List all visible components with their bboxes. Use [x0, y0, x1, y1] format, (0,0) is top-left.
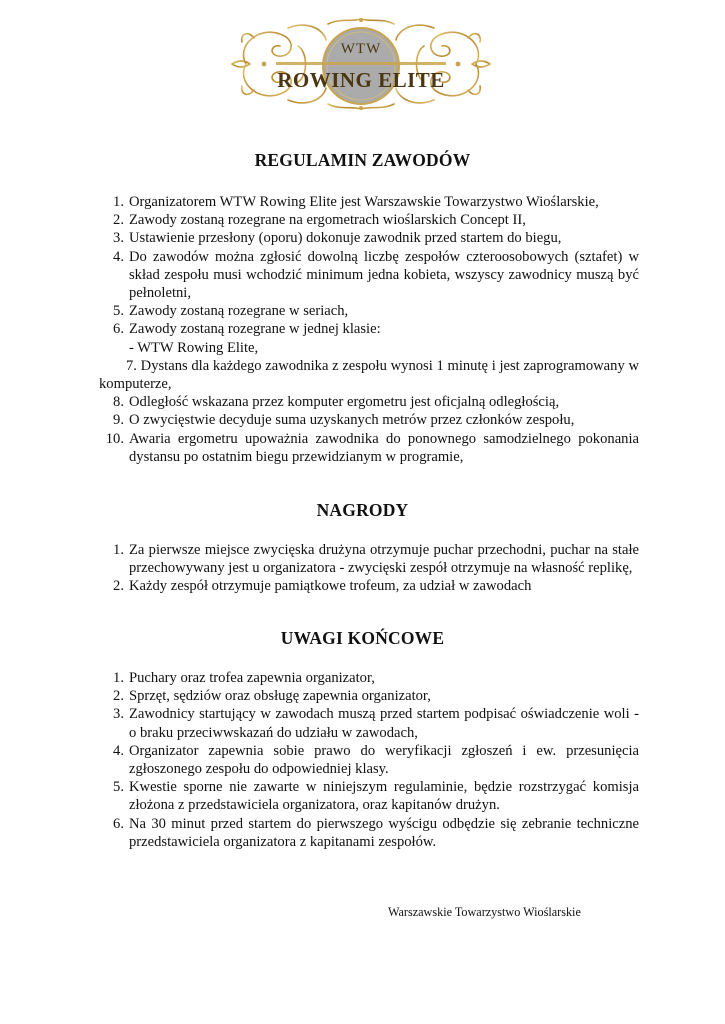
- final-remarks-title: UWAGI KOŃCOWE: [280, 628, 445, 648]
- item-number: 5.: [113, 303, 124, 320]
- item-number: 7.: [126, 357, 137, 374]
- item-text: O zwycięstwie decyduje suma uzyskanych metrów przez członków zespołu,: [129, 412, 575, 429]
- item-text: Zawody zostaną rozegrane w seriach,: [129, 303, 349, 320]
- wtw-rowing-elite-logo: [228, 16, 494, 112]
- item-text: Każdy zespół otrzymuje pamiątkowe trofeum, za udział w zawodach: [129, 578, 532, 595]
- prizes-list: [102, 541, 639, 596]
- final-remarks-list: [102, 669, 639, 851]
- item-number: 3.: [113, 230, 124, 247]
- item-number: 1.: [113, 542, 124, 558]
- item-subtext: - WTW Rowing Elite,: [129, 339, 259, 356]
- item-text: Ustawienie przesłony (oporu) dokonuje zawodnik przed startem do biegu,: [129, 230, 562, 247]
- list-item: [102, 705, 639, 741]
- item-number: 5.: [113, 779, 124, 796]
- item-text: Do zawodów można zgłosić dowolną liczbę zespołów czteroosobowych (sztafet) w skład zespołu musi wchodzić minimum jedna kobieta, wszyscy zawodnicy muszą być pełnoletni,: [129, 248, 639, 302]
- list-item: [102, 302, 639, 320]
- item-number: 4.: [113, 742, 124, 759]
- regulations-title: REGULAMIN ZAWODÓW: [254, 150, 471, 170]
- item-text: Zawodnicy startujący w zawodach muszą przed startem podpisać oświadczenie woli - o braku przeciwwskazań do udziału w zawodach,: [129, 706, 639, 741]
- footer-signature: Warszawskie Towarzystwo Wioślarskie: [388, 905, 581, 919]
- item-text: Organizator zapewnia sobie prawo do weryfikacji zgłoszeń i ew. przesunięcia zgłoszonego zespołu do odpowiedniej klasy.: [129, 742, 639, 778]
- item-number: 2.: [113, 688, 124, 705]
- item-number: 10.: [105, 430, 124, 447]
- list-item: [102, 320, 639, 356]
- list-item: [99, 357, 639, 393]
- list-item: [102, 411, 639, 429]
- logo-ornament-icon: [228, 16, 494, 112]
- item-text: Za pierwsze miejsce zwycięska drużyna otrzymuje puchar przechodni, puchar na stałe przechowywany jest u organizatora - zwycięski zespół otrzymuje na własność replikę,: [129, 542, 639, 577]
- list-item: [102, 541, 639, 577]
- item-text: Kwestie sporne nie zawarte w niniejszym regulaminie, będzie rozstrzygać komisja złożona z przedstawiciela organizatora, oraz kapitanów drużyn.: [129, 779, 639, 814]
- item-number: 6.: [113, 815, 124, 832]
- list-item: [102, 211, 639, 229]
- item-text: Na 30 minut przed startem do pierwszego wyścigu odbędzie się zebranie techniczne przedstawiciela organizatora z kapitanami zespołów.: [129, 815, 639, 850]
- regulations-list: [99, 193, 639, 466]
- list-item: [102, 229, 639, 247]
- item-number: 1.: [113, 194, 124, 210]
- list-item: [102, 687, 639, 705]
- list-item: [102, 577, 639, 595]
- list-item: [102, 430, 639, 466]
- item-text: Dystans dla każdego zawodnika z zespołu wynosi 1 minutę i jest zaprogramowany w komputerze,: [99, 357, 639, 393]
- list-item: [102, 248, 639, 303]
- list-item: [102, 669, 639, 687]
- item-number: 3.: [113, 706, 124, 723]
- item-number: 4.: [113, 248, 124, 265]
- item-number: 2.: [113, 578, 124, 595]
- item-number: 2.: [113, 212, 124, 229]
- logo-main-text: ROWING ELITE: [277, 68, 445, 92]
- item-text: Awaria ergometru upoważnia zawodnika do ponownego samodzielnego pokonania dystansu po ostatnim biegu przewidzianym w programie,: [129, 430, 639, 465]
- logo-top-text: WTW: [340, 41, 382, 57]
- item-text: Organizatorem WTW Rowing Elite jest Warszawskie Towarzystwo Wioślarskie,: [129, 194, 599, 210]
- item-text: Odległość wskazana przez komputer ergometru jest oficjalną odległością,: [129, 394, 560, 411]
- prizes-title: NAGRODY: [316, 500, 409, 520]
- list-item: [102, 393, 639, 411]
- item-number: 6.: [113, 321, 124, 338]
- list-item: [102, 778, 639, 814]
- list-item: [102, 742, 639, 778]
- list-item: [102, 193, 639, 211]
- list-item: [102, 815, 639, 851]
- item-number: 1.: [113, 670, 124, 686]
- item-text: Zawody zostaną rozegrane na ergometrach wioślarskich Concept II,: [129, 212, 526, 229]
- item-number: 9.: [113, 412, 124, 429]
- item-text: Zawody zostaną rozegrane w jednej klasie:: [129, 321, 381, 338]
- item-text: Puchary oraz trofea zapewnia organizator,: [129, 670, 375, 686]
- item-text: Sprzęt, sędziów oraz obsługę zapewnia organizator,: [129, 688, 431, 705]
- item-number: 8.: [113, 394, 124, 411]
